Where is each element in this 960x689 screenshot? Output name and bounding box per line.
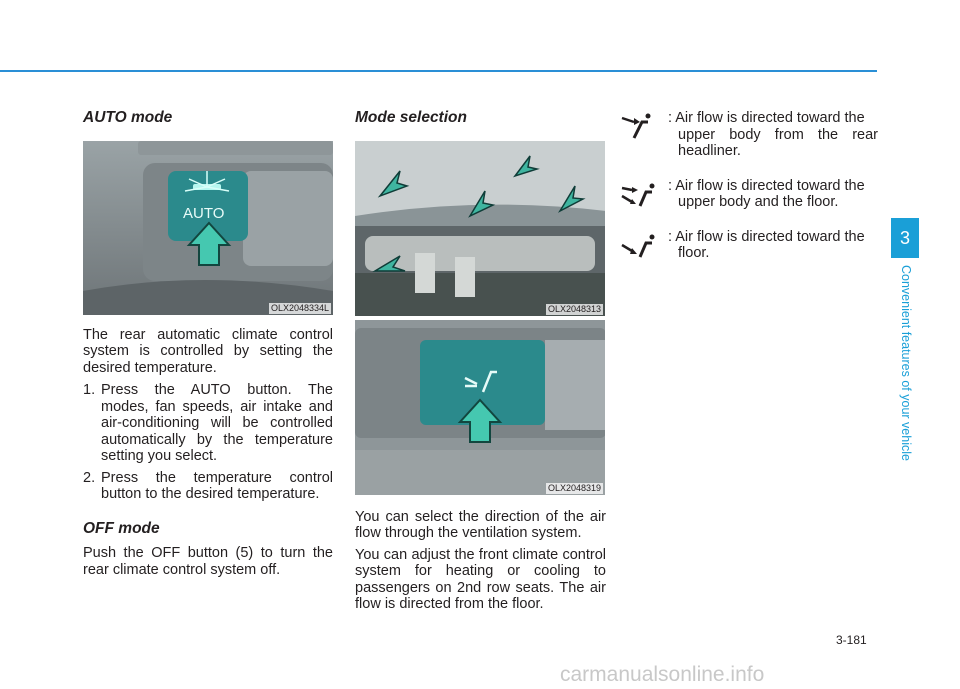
mode-selection-para-1: You can select the direction of the air flow through the ventilation system. [355,508,606,541]
list-item: 2. Press the temperature control button to the desired temperature. [83,469,333,502]
air-flow-upper-icon [620,112,660,142]
list-item: 1. Press the AUTO button. The modes, fan speeds, air intake and air-conditioning will be controlled automatically by the temperature setting you select. [83,382,333,464]
page-number: 3-181 [836,633,867,647]
auto-mode-heading: AUTO mode [83,109,173,126]
auto-mode-column [83,110,333,578]
auto-button-photo [83,141,333,315]
air-flow-row-upper-floor: : Air flow is directed toward the upper body and the floor. [620,178,878,211]
auto-mode-steps [83,382,333,503]
air-flow-upper-floor-icon [620,180,660,210]
off-mode-text: Push the OFF button (5) to turn the rear climate control system off. [83,545,333,578]
auto-button-label: AUTO [183,204,225,222]
off-mode-heading: OFF mode [83,519,160,537]
auto-button-illustration [83,141,333,315]
auto-mode-intro: The rear automatic climate control system is controlled by setting the desired temperature. [83,326,333,376]
mode-selection-para-2: You can adjust the front climate control system for heating or cooling to passengers on 2nd row seats. The air flow is directed from the floor. [355,546,606,612]
cabin-airflow-illustration [355,141,605,316]
mode-button-photo [355,320,605,495]
image-caption: OLX2048334L [270,302,329,313]
watermark: carmanualsonline.info [560,663,765,686]
header-rule [0,70,877,72]
mode-selection-heading: Mode selection [355,109,467,126]
chapter-title-vertical: Convenient features of your vehicle [899,265,913,461]
image-caption: OLX2048319 [547,482,601,493]
air-flow-column [620,110,878,280]
air-flow-row-floor: : Air flow is directed toward the floor. [620,229,878,262]
mode-button-illustration [355,320,605,495]
air-flow-row-upper: : Air flow is directed toward the upper body from the rear headliner. [620,110,878,160]
image-caption: OLX2048313 [547,303,601,314]
air-flow-floor-icon [620,231,660,261]
cabin-airflow-photo [355,141,605,316]
chapter-tab: 3 [891,218,919,258]
mode-selection-column [355,110,606,613]
